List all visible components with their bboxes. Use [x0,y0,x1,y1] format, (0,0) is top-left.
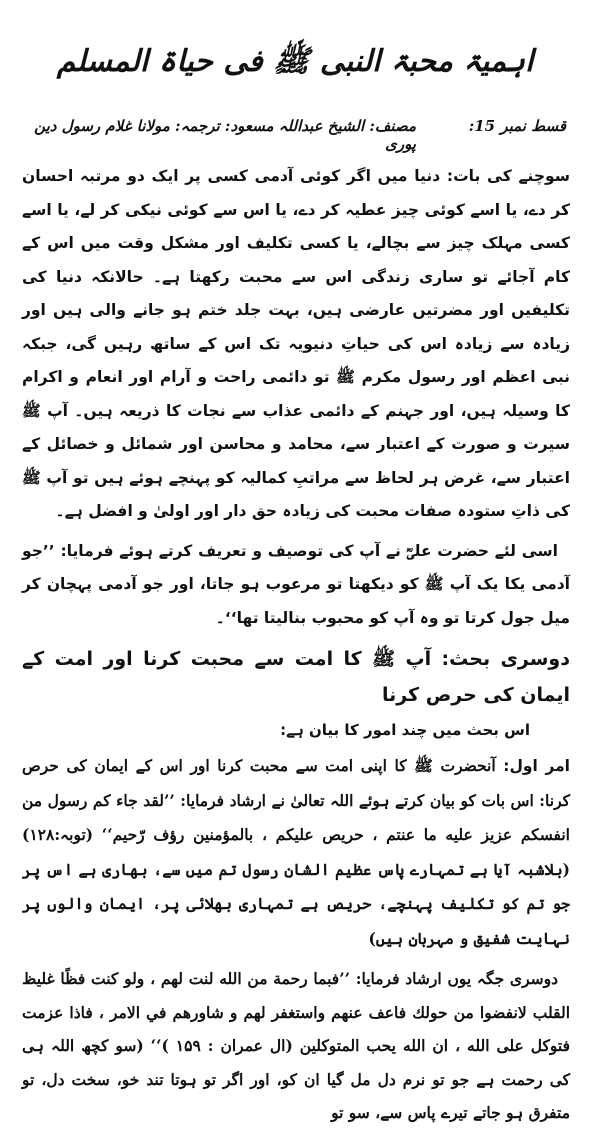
paragraph-lead: امر اول: [503,757,570,775]
article-body [22,160,570,1136]
article-title: اہمیۃ محبۃ النبی ﷺ فی حیاۃ المسلم [56,44,534,79]
byline [24,117,566,153]
author-translator: مصنف: الشیخ عبداللہ مسعود: ترجمہ: مولانا غلام رسول دین پوری [34,117,416,153]
section-intro: اس بحث میں چند امور کا بیان ہے: [280,721,530,739]
paragraph-text: آنحضرت ﷺ کا اپنی امت سے محبت کرنا اور اس کے ایمان کی حرص کرنا: اس بات کو بیان کرتے ہوئے اللہ تعالیٰ نے ارشاد فرمایا: ’’لقد جاء کم رسول من انفسکم عزیز علیه ما عنتم ، حریص علیکم ، بالمؤمنین رؤف رّحیم‘‘ (توبہ:۱۲۸) (بلاشبہ آیا ہے تمہارے پاس عظیم الشان رسول تم میں سے، بھاری ہے اس پر جو تم کو تکلیف پہنچے، حریص ہے تمہاری بھلائی پر، ایمان والوں پر نہایت شفیق و مہربان ہیں) [22,756,570,948]
paragraph-text: دنیا میں اگر کوئی آدمی کسی پر ایک دو مرتبہ احسان کر دے، یا اسے کوئی چیز عطیہ کر دے، یا اس سے کوئی نیکی کر لے، یا اسے کسی مہلک چیز سے بچالے، یا کسی تکلیف اور مشکل وقت میں اس کے کام آجائے تو ساری زندگی اس سے محبت رکھتا ہے۔ حالانکہ دنیا کی تکلیفیں اور مضرتیں عارضی ہیں، بہت جلد ختم ہو جانے والی ہیں اور زیادہ سے زیادہ اس کی حیاتِ دنیویہ تک اس کے ساتھ رہیں گی، جبکہ نبی اعظم اور رسول مکرم ﷺ تو دائمی راحت و آرام اور انعام و اکرام کا وسیلہ ہیں، اور جہنم کے دائمی عذاب سے نجات کا ذریعہ ہیں۔ آپ ﷺ سیرت و صورت کے اعتبار سے، محامد و محاسن اور شمائل و خصائل کے اعتبار سے، غرض ہر لحاظ سے مراتبِ کمالیہ کو پہنچے ہوئے ہیں تو آپ ﷺ کی ذاتِ ستودہ صفات محبت کی زیادہ حق دار اور اولیٰ و افضل ہے۔ [22,167,570,520]
paragraph-second-verse: دوسری جگہ یوں ارشاد فرمایا: ’’فبما رحمة من الله لنت لهم ، ولو كنت فظًا غليظ القلب لانفضوا من حولك فاعف عنهم واستغفر لهم و شاورهم في الامر ، فاذا عزمت فتوكل على الله ، ان الله يحب المتوكلين (ال عمران : ۱۵۹ )‘‘ (سو کچھ اللہ ہی کی رحمت ہے جو تو نرم دل مل گیا ان کو، اور اگر تو ہوتا تند خو، سخت دل، تو متفرق ہو جاتے تیرے پاس سے، سو تو [22,969,571,1122]
paragraph-lead: سوچنے کی بات: [446,167,570,185]
paragraph-ali-quote: اسی لئے حضرت علیؓ نے آپ کی توصیف و تعریف کرتے ہوئے فرمایا: ’’جو آدمی یکا یک آپ ﷺ کو دیکھتا تو مرعوب ہو جاتا، اور جو آدمی پہچان کر میل جول کرتا تو وہ آپ کو محبوب بنالیتا تھا‘‘۔ [22,541,570,627]
section-heading: دوسری بحث: آپ ﷺ کا امت سے محبت کرنا اور امت کے ایمان کی حرص کرنا [22,648,570,706]
episode-number: قسط نمبر 15: [468,117,566,135]
paragraph-first-matter [22,749,570,956]
paragraph-intro [22,160,570,529]
